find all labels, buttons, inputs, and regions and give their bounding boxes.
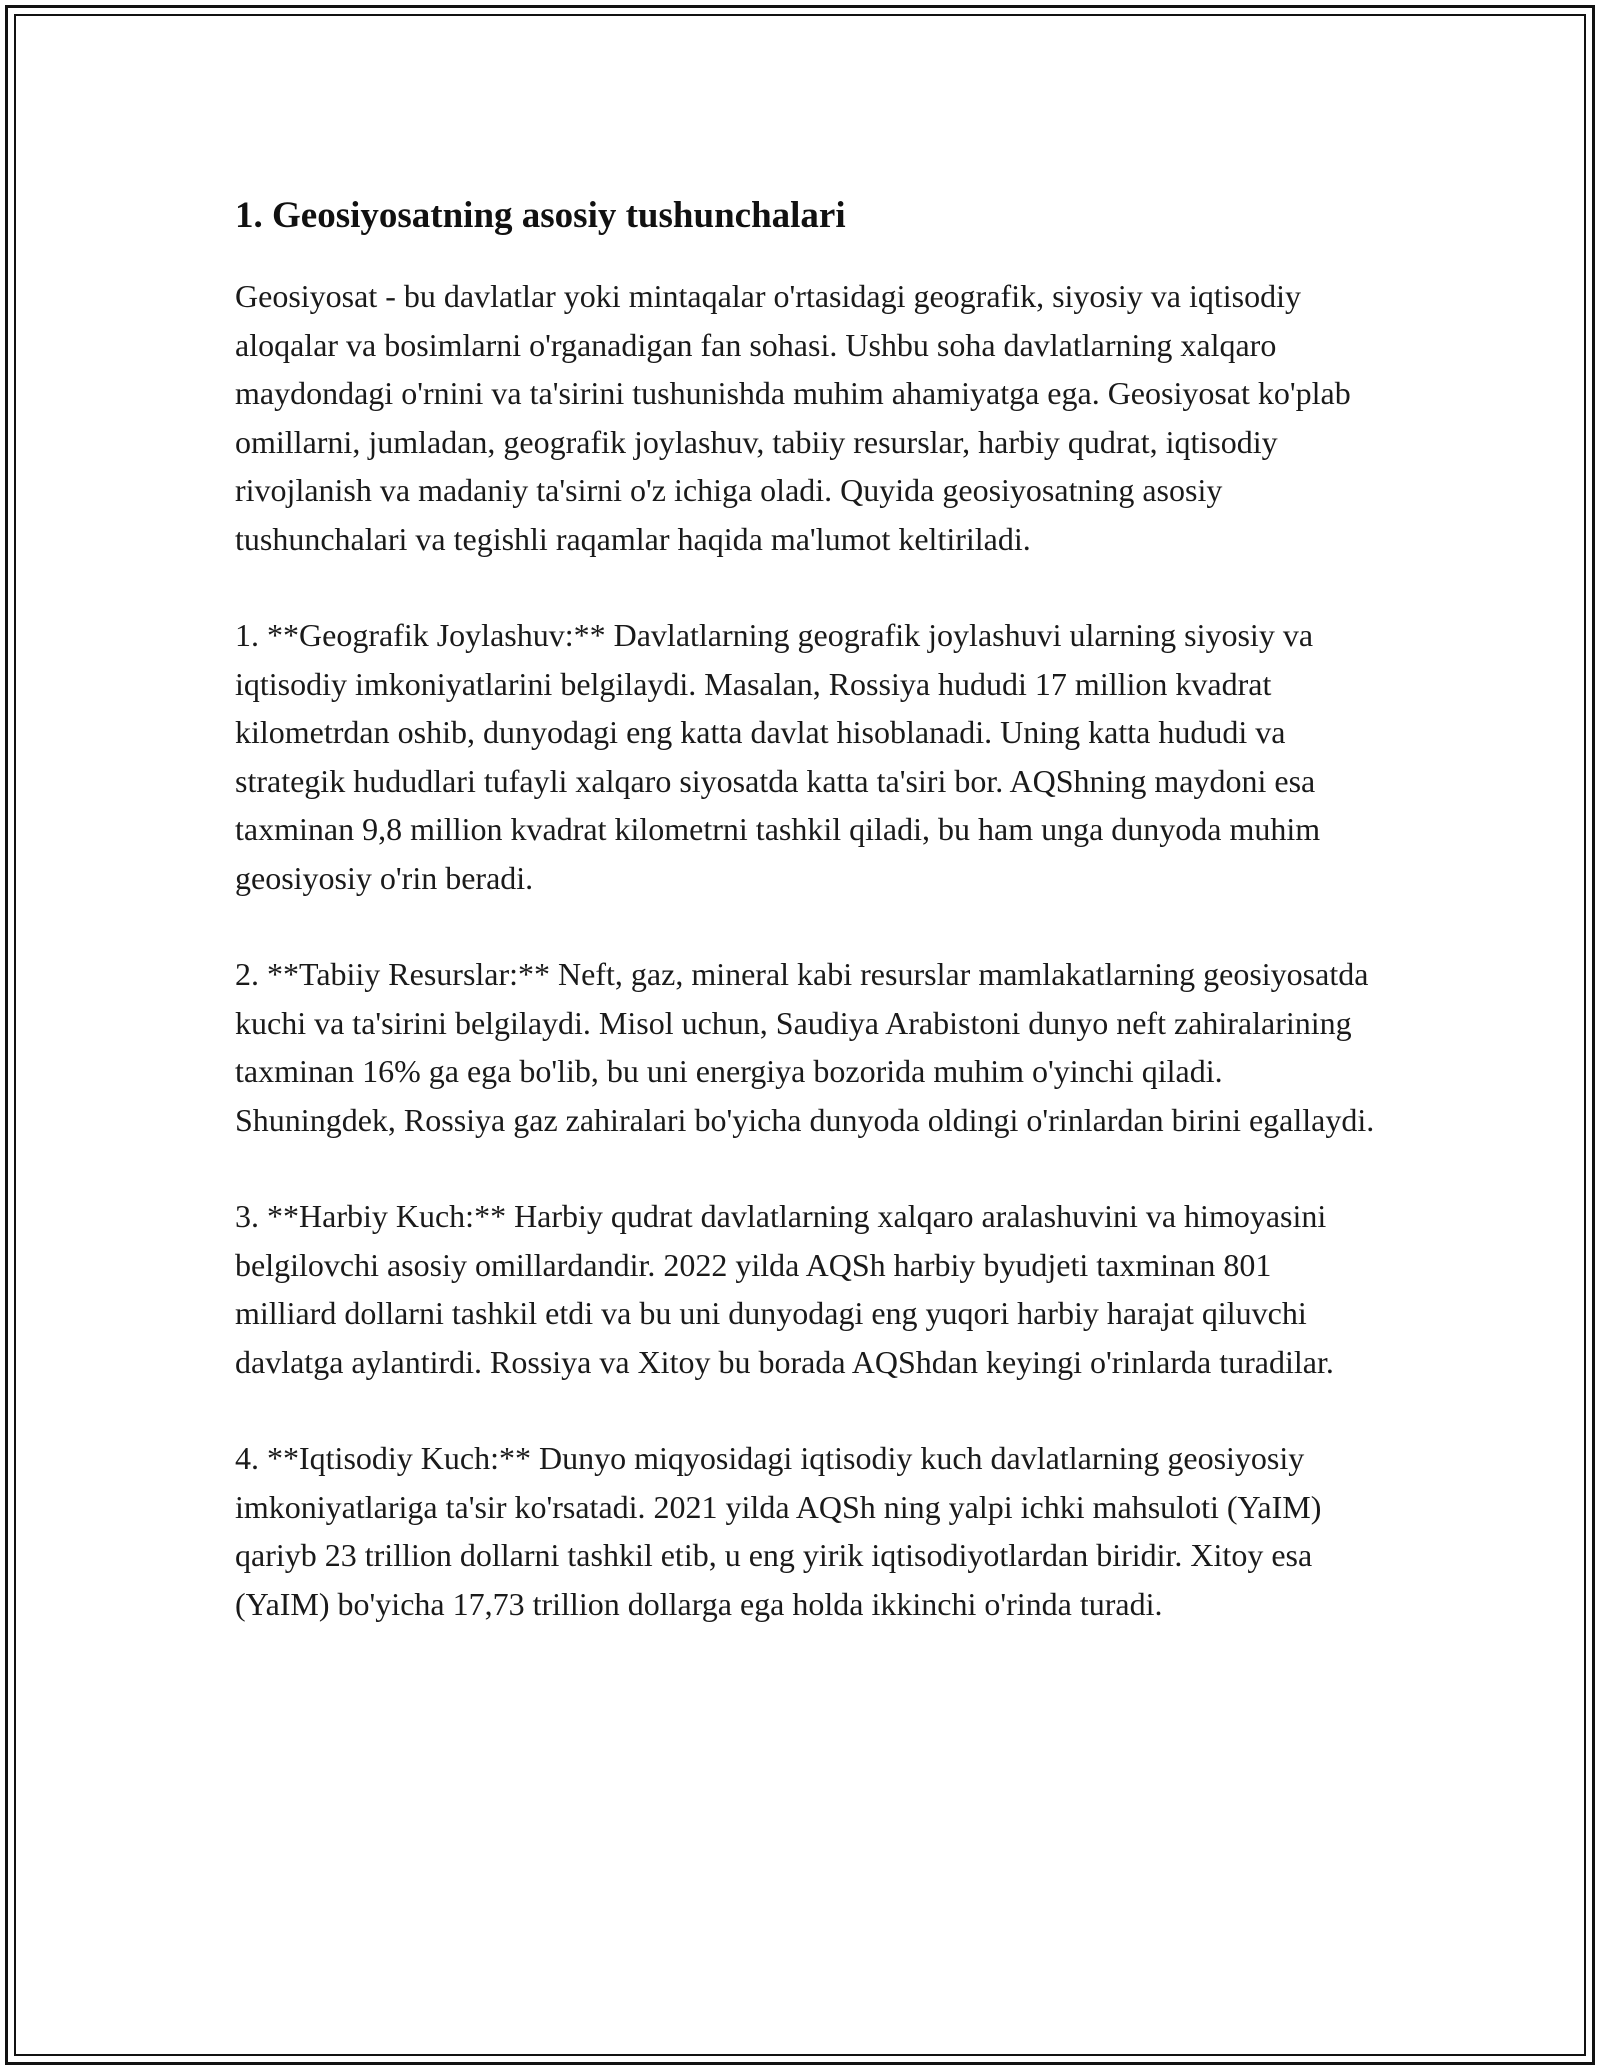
document-body	[235, 186, 1375, 1676]
section-heading: 1. Geosiyosatning asosiy tushunchalari	[235, 195, 846, 236]
paragraph-military-power: 3. **Harbiy Kuch:** Harbiy qudrat davlatlarning xalqaro aralashuvini va himoyasini belgilovchi asosiy omillardandir. 2022 yilda AQSh harbiy byudjeti taxminan 801 milliard dollarni tashkil etdi va bu uni dunyodagi eng yuqori harbiy harajat qiluvchi davlatga aylantirdi. Rossiya va Xitoy bu borada AQShdan keyingi o'rinlarda turadilar.	[235, 1198, 1334, 1380]
intro-paragraph: Geosiyosat - bu davlatlar yoki mintaqalar o'rtasidagi geografik, siyosiy va iqtisodiy aloqalar va bosimlarni o'rganadigan fan sohasi. Ushbu soha davlatlarning xalqaro maydondagi o'rnini va ta'sirini tushunishda muhim ahamiyatga ega. Geosiyosat ko'plab omillarni, jumladan, geografik joylashuv, tabiiy resurslar, harbiy qudrat, iqtisodiy rivojlanish va madaniy ta'sirni o'z ichiga oladi. Quyida geosiyosatning asosiy tushunchalari va tegishli raqamlar haqida ma'lumot keltiriladi.	[235, 278, 1351, 557]
paragraph-geographic-location: 1. **Geografik Joylashuv:** Davlatlarning geografik joylashuvi ularning siyosiy va iqtisodiy imkoniyatlarini belgilaydi. Masalan, Rossiya hududi 17 million kvadrat kilometrdan oshib, dunyodagi eng katta davlat hisoblanadi. Uning katta hududi va strategik hududlari tufayli xalqaro siyosatda katta ta'siri bor. AQShning maydoni esa taxminan 9,8 million kvadrat kilometrni tashkil qiladi, bu ham unga dunyoda muhim geosiyosiy o'rin beradi.	[235, 617, 1321, 896]
paragraph-natural-resources: 2. **Tabiiy Resurslar:** Neft, gaz, mineral kabi resurslar mamlakatlarning geosiyosatda kuchi va ta'sirini belgilaydi. Misol uchun, Saudiya Arabistoni dunyo neft zahiralarining taxminan 16% ga ega bo'lib, bu uni energiya bozorida muhim o'yinchi qiladi. Shuningdek, Rossiya gaz zahiralari bo'yicha dunyoda oldingi o'rinlardan birini egallaydi.	[235, 956, 1375, 1138]
paragraph-economic-power: 4. **Iqtisodiy Kuch:** Dunyo miqyosidagi iqtisodiy kuch davlatlarning geosiyosiy imkoniyatlariga ta'sir ko'rsatadi. 2021 yilda AQSh ning yalpi ichki mahsuloti (YaIM) qariyb 23 trillion dollarni tashkil etib, u eng yirik iqtisodiyotlardan biridir. Xitoy esa (YaIM) bo'yicha 17,73 trillion dollarga ega holda ikkinchi o'rinda turadi.	[235, 1440, 1322, 1622]
